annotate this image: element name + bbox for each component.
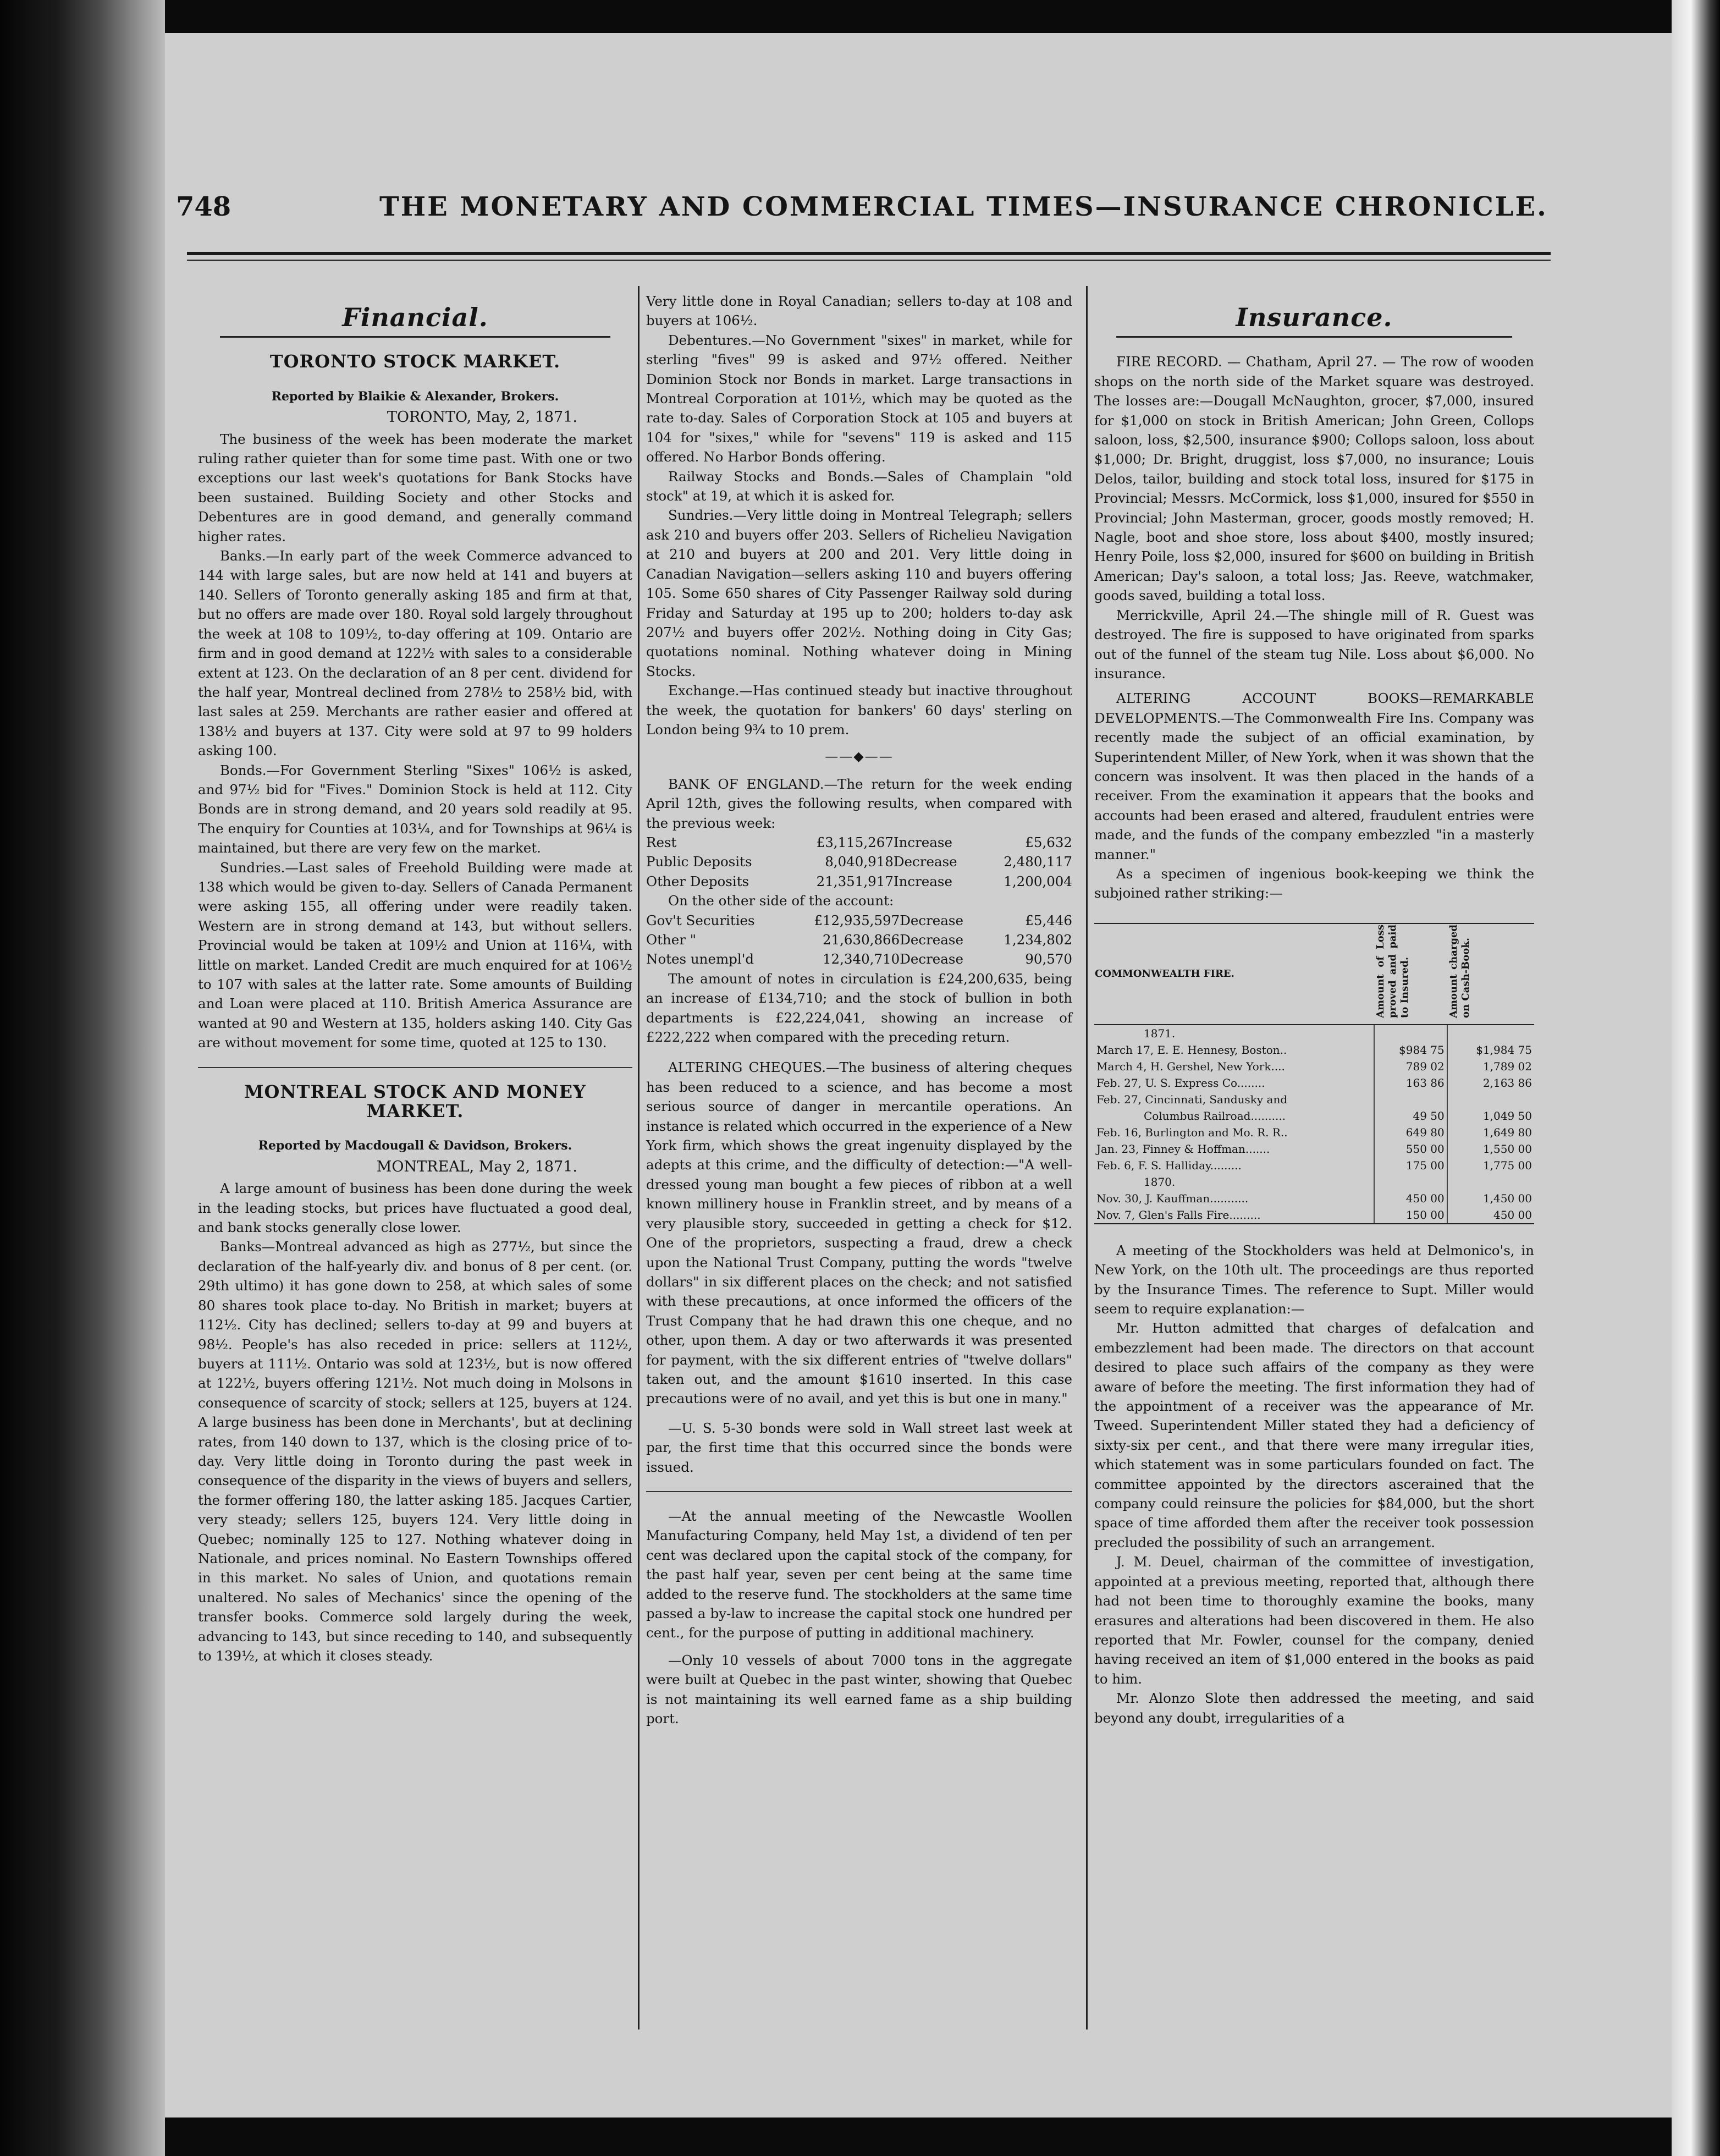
column-divider-2 [1086,286,1088,2030]
bank-row [646,949,1072,969]
column-financial [198,292,632,1665]
loss-cell-a [1374,1091,1447,1108]
bank-cell-change: Decrease [893,854,957,870]
paragraph-banks: Banks—Montreal advanced as high as 277½, but since the declaration of the half-yearly div. and bonus of 8 per cent. (or. 29th ultimo) it has gone down to 258, at which sales of some 80 shares took place to-day. No British in market; buyers at 112½. City has declined; sellers to-day at 99 and buyers at 98½. People's has also receded in price: sellers at 112½, buyers at 111½. Ontario was sold at 123½, but is now offered at 122½, buyers offering 121½. Not much doing in Molsons in consequence of scarcity of stock; sellers at 125, buyers at 124. A large business has been done in Merchants', but at declining rates, from 140 down to 137, which is the closing price of to-day. Very little doing in Toronto during the past week in consequence of the disparity in the views of buyers and sellers, the former offering 180, the latter asking 185. Jacques Cartier, very steady; sellers 125, buyers 124. Very little doing in Quebec; nominally 125 to 127. Nothing whatever doing in Nationale, and prices nominal. No Eastern Townships offered in this market. No sales of Union, and quotations remain unaltered. No sales of Mechanics' since the opening of the transfer books. Commerce sold largely during the week, advancing to 143, but since receding to 140, and subsequently to 139½, at which it closes steady. [198,1239,632,1664]
loss-row [1094,1190,1534,1207]
commonwealth-fire-table [1094,923,1534,1224]
montreal-reporter: Reported by Macdougall & Davidson, Brokers. [258,1138,572,1153]
book-spine-edge [0,0,165,2156]
loss-cell-a [1374,1174,1447,1190]
bank-cell-diff: 90,570 [1025,951,1072,967]
loss-row [1094,1174,1534,1190]
bank-cell-amount: 8,040,918 [825,854,894,870]
paragraph-altering-cheques: ALTERING CHEQUES.—The business of altering cheques has been reduced to a science, and has become a most serious source of danger in mercantile operations. An instance is related which occurred in the experience of a New York firm, which shows the great ingenuity displayed by the adepts at this crime, and the difficulty of detection:—"A well-dressed young man bought a few pieces of ribbon at a well known millinery house in Franklin street, and by means of a very plausible story, succeeded in getting a check for $12. One of the proprietors, suspecting a fraud, drew a check upon the National Trust Company, putting the words "twelve dollars" in six different places on the check; and not satisfied with these precautions, at once informed the officers of the Trust Company that he had drawn this one cheque, and no other, upon them. A day or two afterwards it was presented for payment, with the six different entries of "twelve dollars" taken out, and the amount $1610 inserted. In this case precautions were of no avail, and yet this is but one in many." [646,1059,1072,1407]
loss-cell-a: 150 00 [1374,1207,1447,1224]
masthead: THE MONETARY AND COMMERCIAL TIMES—INSURANCE CHRONICLE. [379,191,1548,222]
table-header-charged: Amount charged on Cash-Book. [1447,923,1534,1025]
paragraph-specimen: As a specimen of ingenious book-keeping we think the subjoined rather striking:— [1094,865,1534,901]
bank-row [646,833,1072,852]
paragraph-bank-after: The amount of notes in circulation is £24,200,635, being an increase of £134,710; and the stock of bullion in both departments is £22,224,041, showing an increase of £222,222 when compared with the preceding return. [646,970,1072,1046]
loss-cell-entry: 1871. [1144,1026,1176,1040]
loss-cell-entry: Feb. 16, Burlington and Mo. R. R.. [1096,1125,1288,1139]
paragraph-sundries: Sundries.—Very little doing in Montreal Telegraph; sellers ask 210 and buyers offer 203. Sellers of Richelieu Navigation at 210 and buyers at 200 and 201. Very little doing in Canadian Navigation—sellers asking 110 and buyers offering 105. Some 650 shares of City Passenger Railway sold during Friday and Saturday at 195 up to 200; holders to-day ask 207½ and buyers offer 202½. Nothing doing in City Gas; quotations nominal. Nothing whatever doing in Mining Stocks. [646,507,1072,679]
paragraph-vessels: —Only 10 vessels of about 7000 tons in the aggregate were built at Quebec in the past winter, showing that Quebec is not maintaining its well earned fame as a ship building port. [646,1652,1072,1727]
loss-row [1094,1075,1534,1091]
loss-cell-entry: Jan. 23, Finney & Hoffman....... [1096,1142,1270,1156]
loss-cell-b: 1,450 00 [1447,1190,1534,1207]
bank-cell-change: Decrease [900,912,963,928]
column-middle [646,292,1072,1728]
loss-row [1094,1042,1534,1058]
loss-cell-entry: Feb. 27, Cincinnati, Sandusky and [1096,1092,1288,1106]
section-rule [220,336,610,338]
loss-row [1094,1124,1534,1141]
loss-cell-a: 550 00 [1374,1141,1447,1157]
bank-cell-diff: £5,446 [1025,912,1072,928]
toronto-reporter: Reported by Blaikie & Alexander, Brokers. [271,389,559,404]
paragraph-us-bonds: —U. S. 5-30 bonds were sold in Wall street last week at par, the first time that this occurred since the bonds were issued. [646,1420,1072,1475]
loss-row [1094,1058,1534,1075]
loss-row [1094,1108,1534,1124]
bank-cell-label: Gov't Securities [646,912,755,928]
section-heading-insurance: Insurance. [1236,302,1393,332]
bank-cell-label: Public Deposits [646,854,752,870]
loss-cell-entry: Feb. 6, F. S. Halliday......... [1096,1158,1242,1172]
loss-cell-b: 1,649 80 [1447,1124,1534,1141]
masthead-rule-thick [187,252,1551,255]
loss-row [1094,1025,1534,1042]
loss-cell-entry: 1870. [1144,1175,1176,1189]
bank-cell-label: Rest [646,834,677,850]
paragraph-newcastle: —At the annual meeting of the Newcastle Woollen Manufacturing Company, held May 1st, a dividend of ten per cent was declared upon the capital stock of the company, for the past half year, seven per cent being at the same time added to the reserve fund. The stockholders at the same time passed a by-law to increase the capital stock one hundred per cent., for the purpose of putting in additional machinery. [646,1508,1072,1641]
paragraph-hutton: Mr. Hutton admitted that charges of defalcation and embezzlement had been made. The directors on that account desired to place such affairs of the company as they were aware of before the meeting. The first information they had of the appointment of a receiver was the appearance of Mr. Tweed. Superintendent Miller stated they had a deficiency of sixty-six per cent., and that there were many irregular ities, which statement was in some particulars founded on fact. The committee appointed by the directors ascerained that the company could reinsure the policies for $84,000, but the short space of time afforded them after the receiver took possession precluded the possibility of such an arrangement. [1094,1320,1534,1550]
section-heading-financial: Financial. [342,302,488,332]
masthead-rule-thin [187,260,1551,261]
bank-cell-change: Decrease [900,932,963,948]
paragraph: Very little done in Royal Canadian; sellers to-day at 108 and buyers at 106½. [646,293,1072,329]
loss-cell-b [1447,1091,1534,1108]
paragraph-meeting: A meeting of the Stockholders was held at Delmonico's, in New York, on the 10th ult. The proceedings are thus reported by the Insurance Times. The reference to Supt. Miller would seem to require explanation:— [1094,1242,1534,1317]
montreal-heading: MONTREAL STOCK AND MONEY MARKET. [244,1081,586,1122]
loss-cell-a: $984 75 [1374,1042,1447,1058]
paragraph-fire-record: FIRE RECORD. — Chatham, April 27. — The row of wooden shops on the north side of the Market square was destroyed. The losses are:—Dougall McNaughton, grocer, $7,000, insured for $1,000 on stock in British American; John Green, Collops saloon, loss, $2,500, insurance $900; Collops saloon, loss about $1,000; Dr. Bright, druggist, loss $7,000, no insurance; Louis Delos, tailor, building and stock total loss, insured for $175 in Provincial; Messrs. McCormick, loss $1,000, insured for $550 in Provincial; John Masterman, grocer, goods mostly removed; H. Nagle, boot and shoe store, loss about $400, mostly insured; Henry Poile, loss $2,000, insured for $600 on building in British American; Day's saloon, a total loss; Jas. Reeve, watchmaker, goods saved, building a total loss. [1094,354,1534,604]
ornament-divider: ——◆—— [825,749,894,765]
bank-cell-change: Increase [893,873,952,889]
loss-cell-entry: Feb. 27, U. S. Express Co........ [1096,1076,1265,1090]
facing-page-edge [1672,0,1720,2156]
paragraph-exchange: Exchange.—Has continued steady but inactive throughout the week, the quotation for bankers' 60 days' sterling on London being 9¾ to 10 prem. [646,683,1072,738]
loss-cell-b: 450 00 [1447,1207,1534,1224]
loss-cell-a: 450 00 [1374,1190,1447,1207]
loss-cell-entry: Columbus Railroad.......... [1144,1109,1286,1123]
page-number: 748 [176,191,231,222]
paragraph-railway: Railway Stocks and Bonds.—Sales of Champlain "old stock" at 19, at which it is asked for. [646,468,1072,504]
paragraph-merrickville: Merrickville, April 24.—The shingle mill of R. Guest was destroyed. The fire is supposed to have originated from sparks out of the funnel of the steam tug Nile. Loss about $6,000. No insurance. [1094,607,1534,681]
loss-cell-entry: March 17, E. E. Hennesy, Boston.. [1096,1043,1287,1057]
bank-row [646,911,1072,930]
loss-row [1094,1091,1534,1108]
loss-row [1094,1157,1534,1174]
bank-cell-amount: 21,630,866 [822,932,900,948]
newspaper-page [165,33,1672,2118]
paragraph: The business of the week has been moderate the market ruling rather quieter than for some time past. With one or two exceptions our last week's quotations for Bank Stocks have been sustained. Building Society and other Stocks and Debentures are in good demand, and generally command higher rates. [198,431,632,544]
loss-cell-entry: Nov. 30, J. Kauffman........... [1096,1191,1249,1205]
bank-cell-label: Other " [646,932,696,948]
bank-cell-diff: £5,632 [1025,834,1072,850]
bank-cell-amount: 12,340,710 [822,951,900,967]
montreal-dateline: MONTREAL, May 2, 1871. [376,1158,577,1175]
column-divider-1 [638,286,640,2030]
loss-cell-b [1447,1025,1534,1042]
loss-cell-b: $1,984 75 [1447,1042,1534,1058]
bank-cell-amount: £12,935,597 [814,912,900,928]
paragraph-altering-books: ALTERING ACCOUNT BOOKS—REMARKABLE DEVELOPMENTS.—The Commonwealth Fire Ins. Company was recently made the subject of an official examination, by Superintendent Miller, of New York, when it was shown that the concern was insolvent. It was then placed in the hands of a receiver. From the examination it appears that the books and accounts had been erased and altered, fraudulent entries were made, and the funds of the company embezzled "in a masterly manner." [1094,690,1534,862]
loss-cell-a: 649 80 [1374,1124,1447,1141]
bank-cell-label: Notes unempl'd [646,951,754,967]
paragraph-bonds: Bonds.—For Government Sterling "Sixes" 106½ is asked, and 97½ bid for "Fives." Dominion Stock is held at 112. City Bonds are in strong demand, and 20 years sold readily at 95. The enquiry for Counties at 103¼, and for Townships at 96¼ is maintained, but there are very few on the market. [198,762,632,856]
bank-cell-label: Other Deposits [646,873,749,889]
bank-cell-amount: 21,351,917 [816,873,894,889]
bank-cell-change: Increase [893,834,952,850]
loss-cell-b: 2,163 86 [1447,1075,1534,1091]
loss-row [1094,1141,1534,1157]
bank-of-england-intro: BANK OF ENGLAND.—The return for the week ending April 12th, gives the following results, when compared with the previous week: [646,776,1072,831]
bank-cell-diff: 2,480,117 [1004,854,1072,870]
loss-cell-b [1447,1174,1534,1190]
divider [198,1067,632,1068]
paragraph-deuel: J. M. Deuel, chairman of the committee of investigation, appointed at a previous meeting, reported that, although there had not been time to thoroughly examine the books, many erasures and alterations had been discovered in them. He also reported that Mr. Fowler, counsel for the company, denied having received an item of $1,000 entered in the books as paid to him. [1094,1554,1534,1687]
loss-cell-a: 49 50 [1374,1108,1447,1124]
bank-return-table [646,833,1072,891]
paragraph: A large amount of business has been done during the week in the leading stocks, but prices have fluctuated a good deal, and bank stocks generally close lower. [198,1180,632,1236]
loss-cell-entry: March 4, H. Gershel, New York.... [1096,1059,1285,1073]
loss-cell-b: 1,049 50 [1447,1108,1534,1124]
bank-row [646,872,1072,891]
bank-cell-amount: £3,115,267 [816,834,894,850]
bank-cell-diff: 1,200,004 [1004,873,1072,889]
paragraph-banks: Banks.—In early part of the week Commerce advanced to 144 with large sales, but are now held at 141 and buyers at 140. Sellers of Toronto generally asking 185 and firm at that, but no offers are made over 180. Royal sold largely throughout the week at 108 to 109½, to-day offering at 109. Ontario are firm and in good demand at 122½ with sales to a considerable extent at 123. On the declaration of an 8 per cent. dividend for the half year, Montreal declined from 278½ to 258½ bid, with last sales at 259. Merchants are rather easier and offered at 138½ and buyers at 137. City were sold at 97 to 99 holders asking 100. [198,548,632,759]
bank-cell-diff: 1,234,802 [1004,932,1072,948]
loss-cell-a: 789 02 [1374,1058,1447,1075]
paragraph-slote: Mr. Alonzo Slote then addressed the meeting, and said beyond any doubt, irregularities of a [1094,1690,1534,1726]
loss-cell-b: 1,550 00 [1447,1141,1534,1157]
loss-cell-entry: Nov. 7, Glen's Falls Fire......... [1094,1207,1374,1224]
paragraph-debentures: Debentures.—No Government "sixes" in market, while for sterling "fives" 99 is asked and 97½ offered. Neither Dominion Stock nor Bonds in market. Large transactions in Montreal Corporation at 101½, which may be quoted as the rate to-day. Sales of Corporation Stock at 105 and buyers at 104 for "sixes," while for "sevens" 119 is asked and 115 offered. No Harbor Bonds offering. [646,332,1072,465]
loss-row [1094,1207,1534,1224]
table-header-proved: Amount of Loss proved and paid to Insured. [1374,923,1447,1025]
bank-row [646,930,1072,949]
section-rule [1116,336,1512,338]
loss-cell-a: 163 86 [1374,1075,1447,1091]
bank-cell-change: Decrease [900,951,963,967]
loss-cell-b: 1,775 00 [1447,1157,1534,1174]
table-header-company: COMMONWEALTH FIRE. [1094,923,1374,1025]
column-insurance [1094,292,1534,1728]
bank-row [646,852,1072,871]
toronto-heading: TORONTO STOCK MARKET. [269,351,561,372]
loss-cell-b: 1,789 02 [1447,1058,1534,1075]
bank-other-side: On the other side of the account: [668,893,894,909]
loss-cell-a: 175 00 [1374,1157,1447,1174]
loss-cell-a [1374,1025,1447,1042]
divider [646,1491,1072,1492]
bank-return-table-2 [646,911,1072,969]
paragraph-sundries: Sundries.—Last sales of Freehold Building were made at 138 which would be given to-day. Sellers of Canada Permanent were asking 155, all offering under were readily taken. Western are in strong demand at 143, but without sellers. Provincial would be taken at 109½ and Union at 116¼, with little on market. Landed Credit are much enquired for at 106½ to 107 with sales at the latter rate. Some amounts of Building and Loan were placed at 110. British America Assurance are wanted at 90 and Western at 135, holders asking 140. City Gas are without movement for some time, quoted at 125 to 130. [198,859,632,1051]
toronto-dateline: TORONTO, May, 2, 1871. [387,409,577,426]
